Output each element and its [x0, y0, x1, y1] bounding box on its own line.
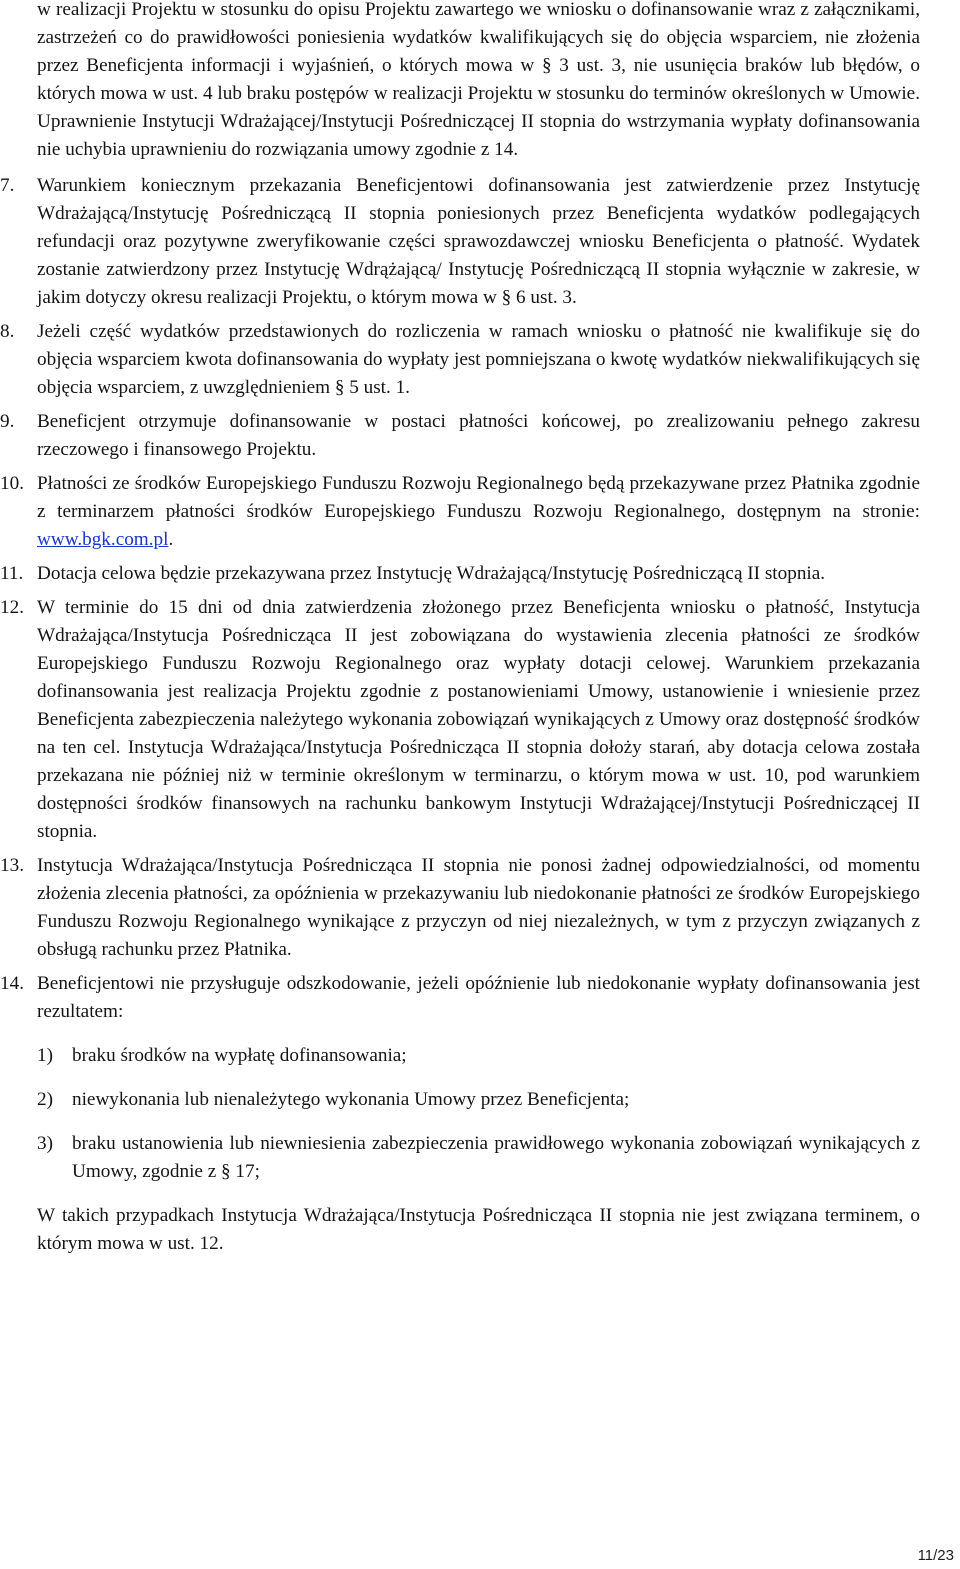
item-number: 11. — [0, 563, 24, 584]
sub-item-text: braku ustanowienia lub niewniesienia zabezpieczenia prawidłowego wykonania zobowiązań wynikających z Umowy, zgodnie z § 17; — [72, 1133, 920, 1182]
list-item-9 — [0, 408, 920, 464]
item-text: Dotacja celowa będzie przekazywana przez Instytucję Wdrażającą/Instytucję Pośredniczącą II stopnia. — [37, 563, 826, 584]
item-number: 10. — [0, 473, 24, 494]
item-text: W terminie do 15 dni od dnia zatwierdzenia złożonego przez Beneficjenta wniosku o płatność, Instytucja Wdrażająca/Instytucja Pośrednicząca II jest zobowiązana do wystawienia zlecenia płatności ze środków Europejskiego Funduszu Rozwoju Regionalnego oraz wypłaty dotacji celowej. Warunkiem przekazania dofinansowania jest realizacja Projektu zgodnie z postanowieniami Umowy, ustanowienie i wniesienie przez Beneficjenta zabezpieczenia należytego wykonania zobowiązań wynikających z Umowy oraz dostępność środków na ten cel. Instytucja Wdrażająca/Instytucja Pośrednicząca II stopnia dołoży starań, aby dotacja celowa została przekazana nie później niż w terminie określonym w terminarzu, o którym mowa w ust. 10, pod warunkiem dostępności środków finansowych na rachunku bankowym Instytucji Wdrażającej/Instytucji Pośredniczącej II stopnia. — [37, 597, 920, 842]
list-item-14 — [0, 970, 920, 1026]
sub-item-text: niewykonania lub nienależytego wykonania Umowy przez Beneficjenta; — [72, 1089, 630, 1110]
list-item-10 — [0, 470, 920, 554]
item-number: 7. — [0, 175, 15, 196]
sub-item-number: 2) — [37, 1089, 53, 1110]
item-text — [37, 470, 920, 554]
item-text: Beneficjent otrzymuje dofinansowanie w postaci płatności końcowej, po zrealizowaniu pełnego zakresu rzeczowego i finansowego Projektu. — [37, 411, 920, 460]
closing-paragraph: W takich przypadkach Instytucja Wdrażająca/Instytucja Pośrednicząca II stopnia nie jest związana terminem, o którym mowa w ust. 12. — [37, 1205, 920, 1254]
list-item-7 — [0, 172, 920, 312]
item-number: 12. — [0, 597, 24, 618]
item-text: Jeżeli część wydatków przedstawionych do rozliczenia w ramach wniosku o płatność nie kwalifikuje się do objęcia wsparciem kwota dofinansowania do wypłaty jest pomniejszana o kwotę wydatków niekwalifikujących się objęcia wsparciem, z uwzględnieniem § 5 ust. 1. — [37, 321, 920, 398]
item-text-body: Płatności ze środków Europejskiego Funduszu Rozwoju Regionalnego będą przekazywane przez Płatnika zgodnie z terminarzem płatności środków Europejskiego Funduszu Rozwoju Regionalnego, dostępnym na stronie: — [37, 473, 920, 522]
sub-item-number: 1) — [37, 1045, 53, 1066]
lead-paragraph: w realizacji Projektu w stosunku do opisu Projektu zawartego we wniosku o dofinansowanie wraz z załącznikami, zastrzeżeń co do prawidłowości poniesienia wydatków kwalifikujących się do objęcia wsparciem, nie złożenia przez Beneficjenta informacji i wyjaśnień, o których mowa w § 3 ust. 3, nie usunięcia braków lub błędów, o których mowa w ust. 4 lub braku postępów w realizacji Projektu w stosunku do terminów określonych w Umowie. Uprawnienie Instytucji Wdrażającej/Instytucji Pośredniczącej II stopnia do wstrzymania wypłaty dofinansowania nie uchybia uprawnieniu do rozwiązania umowy zgodnie z 14. — [37, 0, 920, 160]
sub-item-text: braku środków na wypłatę dofinansowania; — [72, 1045, 407, 1066]
item-number: 8. — [0, 321, 15, 342]
item-number: 9. — [0, 411, 15, 432]
page-number: 11/23 — [917, 1547, 954, 1564]
item-text: Beneficjentowi nie przysługuje odszkodowanie, jeżeli opóźnienie lub niedokonanie wypłaty dofinansowania jest rezultatem: — [37, 973, 920, 1022]
list-item-13 — [0, 852, 920, 964]
item-text-end: . — [168, 529, 174, 550]
sub-item-3 — [37, 1130, 920, 1186]
bgk-website-link[interactable]: www.bgk.com.pl — [37, 529, 169, 550]
sub-item-2 — [37, 1086, 920, 1114]
sub-item-number: 3) — [37, 1133, 53, 1154]
item-text: Instytucja Wdrażająca/Instytucja Pośrednicząca II stopnia nie ponosi żadnej odpowiedzialności, od momentu złożenia zlecenia płatności, za opóźnienia w przekazywaniu lub niedokonanie płatności ze środków Europejskiego Funduszu Rozwoju Regionalnego wynikające z przyczyn od niej niezależnych, w tym z przyczyn związanych z obsługą rachunku przez Płatnika. — [37, 855, 920, 960]
item-text: Warunkiem koniecznym przekazania Beneficjentowi dofinansowania jest zatwierdzenie przez Instytucję Wdrażającą/Instytucję Pośredniczącą II stopnia poniesionych przez Beneficjenta wydatków podlegających refundacji oraz pozytywne zweryfikowanie części sprawozdawczej wniosku Beneficjenta o płatność. Wydatek zostanie zatwierdzony przez Instytucję Wdrążającą/ Instytucję Pośredniczącą II stopnia wyłącznie w zakresie, w jakim dotyczy okresu realizacji Projektu, o którym mowa w § 6 ust. 3. — [37, 175, 920, 308]
list-item-12 — [0, 594, 920, 846]
item-number: 14. — [0, 973, 24, 994]
list-item-8 — [0, 318, 920, 402]
item-number: 13. — [0, 855, 24, 876]
sub-item-1 — [37, 1042, 920, 1070]
list-item-11 — [0, 560, 920, 588]
